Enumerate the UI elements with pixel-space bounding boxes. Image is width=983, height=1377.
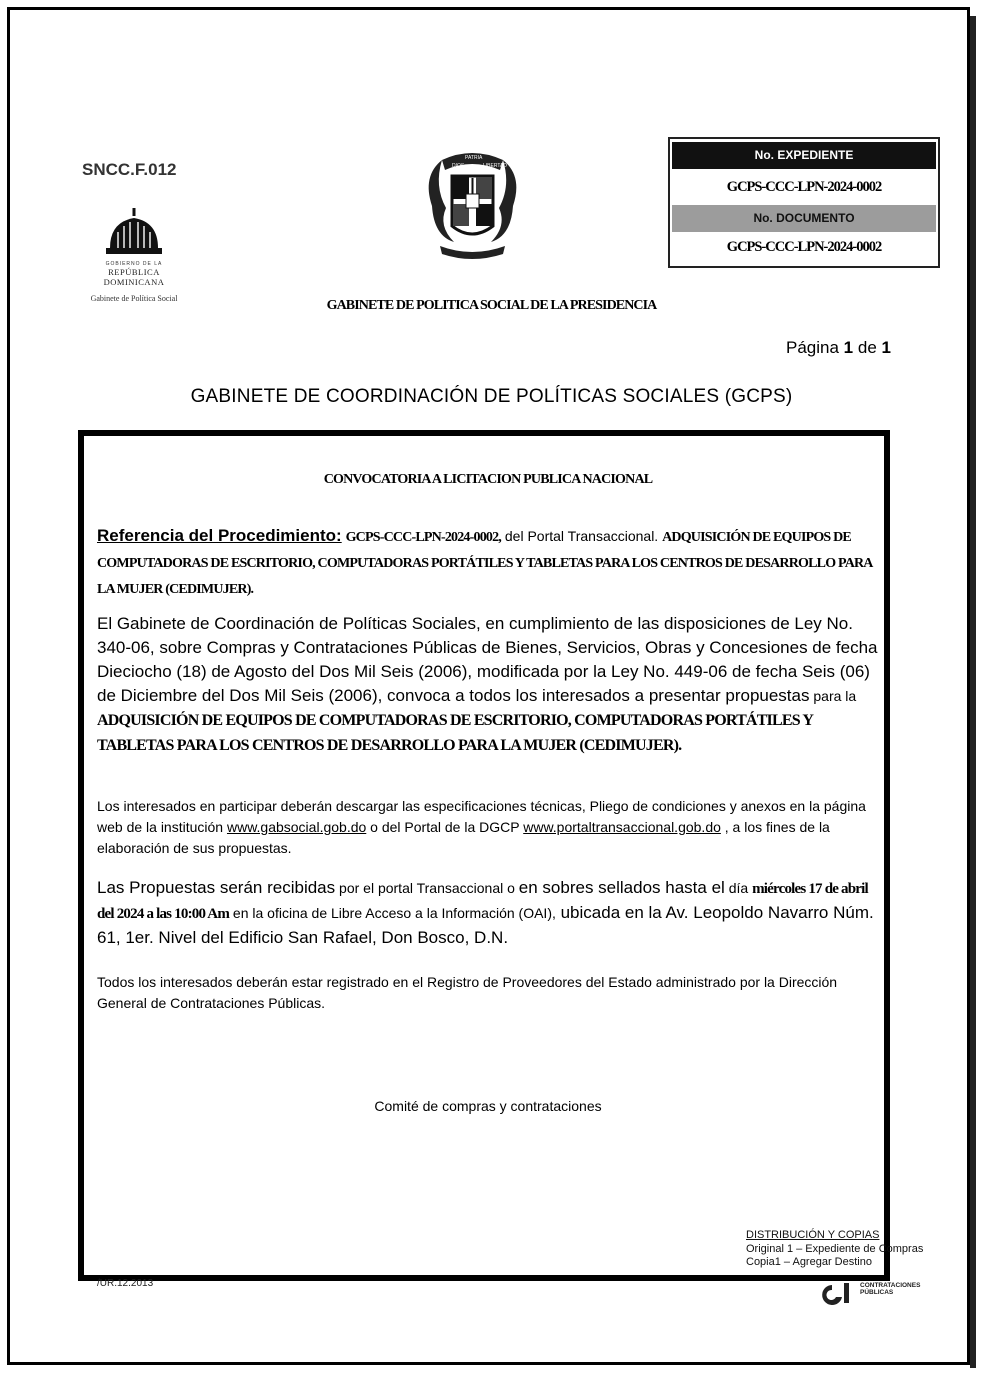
registration-paragraph: Todos los interesados deberán estar registrado en el Registro de Proveedores del Estado administrado por la Dirección General de Contrataciones Públicas. <box>97 974 838 1011</box>
reference-code: GCPS-CCC-LPN-2024-0002, <box>345 530 501 545</box>
gov-logo-line1: GOBIERNO DE LA <box>105 261 163 267</box>
dgcp-line2: PÚBLICAS <box>860 1289 894 1296</box>
download-text-b: o del Portal de la DGCP <box>366 819 524 835</box>
expediente-label: No. EXPEDIENTE <box>672 142 936 169</box>
submission-paragraph <box>97 876 879 950</box>
ribbon-right: LIBERTAD <box>483 163 507 169</box>
gov-logo-line2: REPÚBLICA DOMINICANA <box>103 267 165 287</box>
institution-title: GABINETE DE COORDINACIÓN DE POLÍTICAS SOCIALES (GCPS) <box>190 386 793 407</box>
intro-paragraph <box>97 612 879 758</box>
dgcp-line1: CONTRATACIONES <box>860 1282 921 1289</box>
download-text-a: Los interesados en participar deberán descargar las especificaciones técnicas, Pliego de condiciones y anexos en la página web de la institución <box>97 798 866 835</box>
download-text-c: , a los fines de la elaboración de sus propuestas. <box>97 819 830 856</box>
gabsocial-link[interactable]: www.gabsocial.gob.do <box>226 819 367 835</box>
distribution-title: DISTRIBUCIÓN Y COPIAS <box>746 1229 880 1241</box>
dome-icon <box>104 208 164 256</box>
page-sep: de <box>857 338 877 357</box>
ribbon-left: DIOS <box>452 163 465 169</box>
notice-title: CONVOCATORIA A LICITACION PUBLICA NACIONAL <box>323 472 653 487</box>
submission-e: en la oficina de Libre Acceso a la Información (OAI), <box>229 905 556 921</box>
page-prefix: Página <box>786 338 839 357</box>
government-logo <box>78 208 190 303</box>
submission-date: miércoles 17 de abril del 2024 a las 10:00 Am <box>97 881 868 922</box>
notice-box <box>78 430 890 1281</box>
coat-of-arms-icon <box>420 146 525 264</box>
submission-b: por el portal Transaccional o <box>335 880 519 896</box>
form-code: SNCC.F.012 <box>82 160 177 179</box>
submission-a: Las Propuestas serán recibidas <box>97 878 336 897</box>
portal-transaccional-link[interactable]: www.portaltransaccional.gob.do <box>523 819 721 835</box>
reference-label: Referencia del Procedimiento: <box>97 526 342 545</box>
cabinet-title: GABINETE DE POLITICA SOCIAL DE LA PRESIDENCIA <box>326 298 657 313</box>
distribution-line2: Copia1 – Agregar Destino <box>746 1256 872 1268</box>
intro-small: para la <box>809 688 857 704</box>
documento-label: No. DOCUMENTO <box>672 205 936 232</box>
submission-c: en sobres sellados hasta el <box>518 878 725 897</box>
distribution-line1: Original 1 – Expediente de Compras <box>746 1242 924 1255</box>
committee-signature: Comité de compras y contrataciones <box>374 1098 602 1114</box>
page-number <box>786 338 891 358</box>
submission-f: ubicada en la Av. Leopoldo Navarro Núm. 61, 1er. Nivel del Edificio San Rafael, Don Bosco, D.N. <box>97 903 874 947</box>
expediente-value: GCPS-CCC-LPN-2024-0002 <box>726 179 882 195</box>
revision-code: /UR.12.2013 <box>97 1278 154 1289</box>
gov-logo-line3: Gabinete de Política Social <box>90 294 178 303</box>
expediente-box <box>668 137 940 268</box>
reference-portal: del Portal Transaccional. <box>501 528 659 544</box>
intro-object: ADQUISICIÓN DE EQUIPOS DE COMPUTADORAS DE ESCRITORIO, COMPUTADORAS PORTÁTILES Y TABLETAS PARA LOS CENTROS DE DESARROLLO PARA LA MUJER (CEDIMUJER). <box>97 712 813 754</box>
distribution-block <box>746 1229 923 1270</box>
ribbon-center: PATRIA <box>465 155 483 161</box>
page-total: 1 <box>881 338 891 357</box>
dgcp-logo-text <box>860 1282 920 1296</box>
download-paragraph <box>97 796 879 859</box>
intro-main: El Gabinete de Coordinación de Políticas Sociales, en cumplimiento de las disposiciones de Ley No. 340-06, sobre Compras y Contrataciones Públicas de Bienes, Servicios, Obras y Concesiones de fecha Dieciocho (18) de Agosto del Dos Mil Seis (2006), modificada por la Ley No. 449-06 de fecha Seis (06) de Diciembre del Dos Mil Seis (2006), convoca a todos los interesados a presentar propuestas <box>97 614 878 705</box>
submission-d: día <box>724 880 753 896</box>
reference-object: ADQUISICIÓN DE EQUIPOS DE COMPUTADORAS DE ESCRITORIO, COMPUTADORAS PORTÁTILES Y TABLETAS PARA LOS CENTROS DE DESARROLLO PARA LA MUJER (CEDIMUJER). <box>97 530 872 597</box>
documento-value: GCPS-CCC-LPN-2024-0002 <box>726 239 882 255</box>
page-current: 1 <box>843 338 854 357</box>
reference-paragraph <box>97 524 879 602</box>
